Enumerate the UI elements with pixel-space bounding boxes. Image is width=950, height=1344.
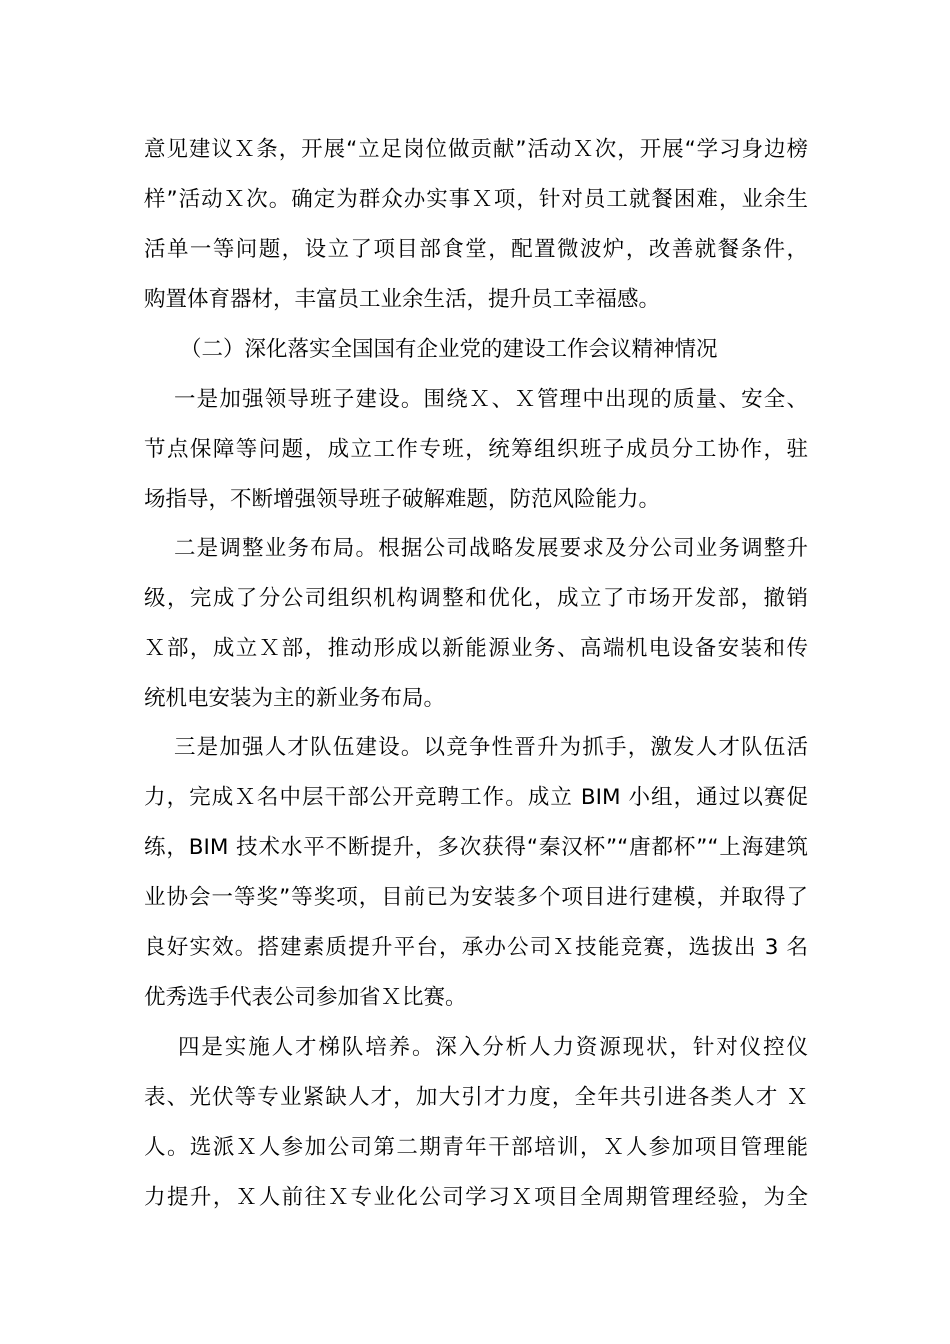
text-line: 二是调整业务布局。根据公司战略发展要求及分公司业务调整升 xyxy=(174,536,808,561)
text-line: 节点保障等问题，成立工作专班，统筹组织班子成员分工协作，驻 xyxy=(144,437,808,462)
text-line: 优秀选手代表公司参加省Ｘ比赛。 xyxy=(144,985,467,1010)
text-line: 一是加强领导班子建设。围绕Ｘ、Ｘ管理中出现的质量、安全、 xyxy=(174,387,808,412)
text-line: 意见建议Ｘ条，开展“立足岗位做贡献”活动Ｘ次，开展“学习身边榜 xyxy=(144,137,808,162)
text-line: 业协会一等奖”等奖项，目前已为安装多个项目进行建模，并取得了 xyxy=(144,885,808,910)
text-line: 力提升，Ｘ人前往Ｘ专业化公司学习Ｘ项目全周期管理经验，为全 xyxy=(144,1185,808,1210)
text-line: 级，完成了分公司组织机构调整和优化，成立了市场开发部，撤销 xyxy=(144,586,808,611)
text-line: 练，BIM 技术水平不断提升，多次获得“秦汉杯”“唐都杯”“上海建筑 xyxy=(144,835,808,860)
text-line: 四是实施人才梯队培养。深入分析人力资源现状，针对仪控仪 xyxy=(178,1035,808,1060)
text-line: 样”活动Ｘ次。确定为群众办实事Ｘ项，针对员工就餐困难，业余生 xyxy=(144,187,808,212)
text-line: 人。选派Ｘ人参加公司第二期青年干部培训，Ｘ人参加项目管理能 xyxy=(144,1135,808,1160)
text-line: 统机电安装为主的新业务布局。 xyxy=(144,686,446,711)
text-line: 购置体育器材，丰富员工业余生活，提升员工幸福感。 xyxy=(144,287,661,312)
text-line: 活单一等问题，设立了项目部食堂，配置微波炉，改善就餐条件， xyxy=(144,237,808,262)
section-heading: （二）深化落实全国国有企业党的建设工作会议精神情况 xyxy=(180,337,718,362)
text-line: Ｘ部，成立Ｘ部，推动形成以新能源业务、高端机电设备安装和传 xyxy=(144,636,808,661)
text-line: 三是加强人才队伍建设。以竞争性晋升为抓手，激发人才队伍活 xyxy=(174,735,808,760)
text-line: 良好实效。搭建素质提升平台，承办公司Ｘ技能竞赛，选拔出 3 名 xyxy=(144,935,808,960)
text-line: 表、光伏等专业紧缺人才，加大引才力度，全年共引进各类人才 Ｘ xyxy=(144,1085,808,1110)
text-line: 力，完成Ｘ名中层干部公开竞聘工作。成立 BIM 小组，通过以赛促 xyxy=(144,785,808,810)
text-line: 场指导，不断增强领导班子破解难题，防范风险能力。 xyxy=(144,487,661,512)
